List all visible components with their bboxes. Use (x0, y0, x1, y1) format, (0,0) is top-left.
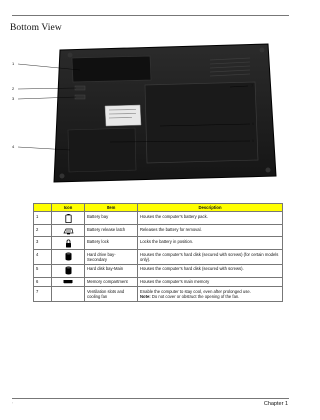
bottom-view-table (33, 203, 283, 302)
row-num: 7 (34, 287, 52, 302)
table-row (34, 250, 283, 265)
label-sticker (105, 105, 141, 126)
callout-2: 2 (12, 86, 15, 91)
battery-release-latch-shape (75, 86, 85, 90)
row-num: 6 (34, 277, 52, 286)
row-description-cell (138, 287, 283, 302)
callout-6: 6 (252, 121, 255, 126)
row-num: 2 (34, 225, 52, 237)
battery-lock-shape (75, 95, 85, 99)
main-panel-shape (145, 82, 258, 163)
secondary-hdd-bay-shape (68, 128, 136, 172)
table-row (34, 237, 283, 250)
header-description: Description (138, 204, 283, 212)
row-description: Releases the battery for removal. (138, 225, 283, 237)
row-item: Hard disk bay-Main (85, 264, 138, 277)
battery-bay-shape (72, 56, 151, 82)
table-row (34, 225, 283, 237)
empty-icon-cell (52, 287, 85, 302)
hard-disk-icon (65, 266, 72, 275)
callout-1: 1 (12, 61, 15, 66)
row-description: Houses the computer's hard disk (secured with screws) (for certain models only). (138, 250, 283, 265)
table-row (34, 264, 283, 277)
row-note (140, 294, 280, 299)
bottom-rule (12, 398, 289, 399)
laptop-bottom-photo (10, 40, 286, 190)
table-row (34, 212, 283, 225)
hard-disk-icon (65, 252, 72, 261)
callout-5: 5 (252, 138, 255, 143)
page-title: Bottom View (10, 23, 62, 33)
chapter-label: Chapter 1 (263, 401, 288, 407)
row-item: Battery bay (85, 212, 138, 225)
note-text: Do not cover or obstruct the opening of the fan. (150, 294, 240, 300)
row-item: Battery lock (85, 237, 138, 250)
row-num: 5 (34, 264, 52, 277)
callout-3: 3 (12, 96, 15, 101)
row-description: Enable the computer to stay cool, even after prolonged use. (140, 288, 251, 294)
row-num: 1 (34, 212, 52, 225)
row-item: Battery release latch (85, 225, 138, 237)
row-item: Memory compartment (85, 277, 138, 286)
header-num (34, 204, 52, 212)
header-icon: Icon (52, 204, 85, 212)
row-num: 4 (34, 250, 52, 265)
note-label: Note: (140, 294, 151, 300)
table-row (34, 277, 283, 286)
memory-icon (63, 279, 73, 284)
row-description: Locks the battery in position. (138, 237, 283, 250)
row-description: Houses the computer's hard disk (secured with screws). (138, 264, 283, 277)
table-row (34, 287, 283, 302)
battery-icon (65, 214, 72, 223)
callout-4: 4 (12, 144, 15, 149)
row-item: Ventilation slots and cooling fan (85, 287, 138, 302)
footer-mark: ' (12, 401, 13, 406)
row-description: Houses the computer's battery pack. (138, 212, 283, 225)
callout-7: 7 (251, 83, 254, 88)
lock-icon (65, 239, 72, 248)
table-header-row (34, 204, 283, 212)
laptop-bottom-figure (10, 40, 286, 190)
header-item: Item (85, 204, 138, 212)
battery-release-icon (63, 227, 74, 235)
row-description: Houses the computer's main memory (138, 277, 283, 286)
row-item: Hard drive bay-Secondary (85, 250, 138, 265)
top-rule (12, 15, 289, 16)
row-num: 3 (34, 237, 52, 250)
